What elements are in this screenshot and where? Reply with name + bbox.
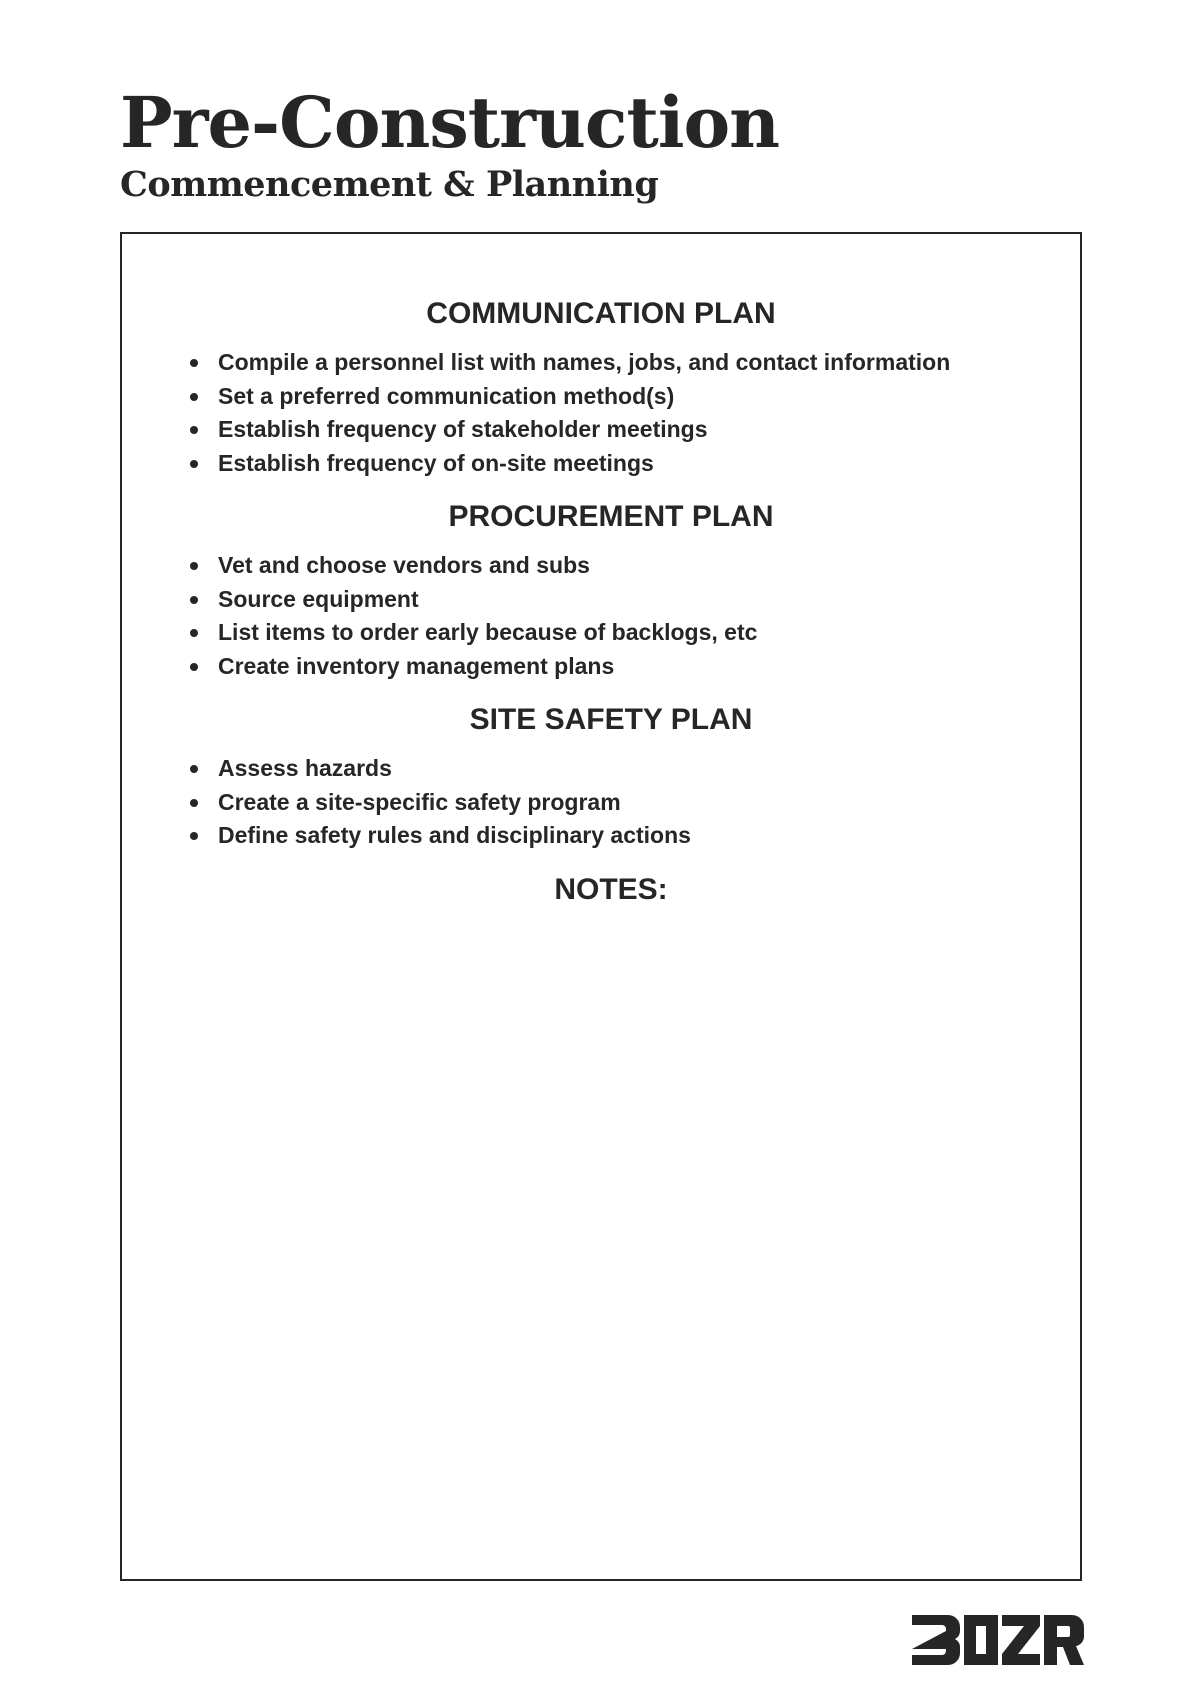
bozr-logo-icon <box>912 1615 1084 1665</box>
list-item-text: Create a site-specific safety program <box>218 788 621 815</box>
bullet-list <box>122 346 1080 480</box>
bullet-icon <box>190 359 198 367</box>
list-item-text: Establish frequency of stakeholder meetings <box>218 416 708 443</box>
site-safety-plan-section <box>122 700 1080 853</box>
bullet-icon <box>190 460 198 468</box>
list-item <box>182 786 1080 820</box>
list-item <box>182 346 1080 380</box>
notes-section <box>122 870 1080 910</box>
list-item-text: List items to order early because of backlogs, etc <box>218 619 758 646</box>
section-heading: PROCUREMENT PLAN <box>448 500 774 533</box>
bullet-icon <box>190 562 198 570</box>
list-item-text: Source equipment <box>218 585 419 612</box>
list-item <box>182 447 1080 481</box>
list-item <box>182 549 1080 583</box>
list-item-text: Create inventory management plans <box>218 652 615 679</box>
bullet-list <box>122 752 1080 853</box>
list-item <box>182 583 1080 617</box>
list-item <box>182 616 1080 650</box>
bullet-icon <box>190 799 198 807</box>
bullet-list <box>122 549 1080 683</box>
bullet-icon <box>190 629 198 637</box>
list-item-text: Define safety rules and disciplinary actions <box>218 822 691 849</box>
list-item-text: Compile a personnel list with names, jobs, and contact information <box>218 349 951 375</box>
list-item-text: Establish frequency of on-site meetings <box>218 449 654 476</box>
list-item <box>182 380 1080 414</box>
list-item <box>182 752 1080 786</box>
bullet-icon <box>190 765 198 773</box>
section-heading: COMMUNICATION PLAN <box>426 297 776 330</box>
communication-plan-section <box>122 294 1080 480</box>
checklist-box <box>120 232 1082 1581</box>
page-title: Pre-Construction <box>120 81 780 164</box>
bullet-icon <box>190 663 198 671</box>
list-item <box>182 819 1080 853</box>
bullet-icon <box>190 426 198 434</box>
bullet-icon <box>190 393 198 401</box>
bullet-icon <box>190 596 198 604</box>
procurement-plan-section <box>122 497 1080 683</box>
notes-heading: NOTES: <box>554 873 668 906</box>
list-item <box>182 413 1080 447</box>
bullet-icon <box>190 832 198 840</box>
section-heading: SITE SAFETY PLAN <box>469 703 753 736</box>
list-item-text: Vet and choose vendors and subs <box>218 552 590 578</box>
list-item <box>182 650 1080 684</box>
list-item-text: Assess hazards <box>218 755 392 781</box>
list-item-text: Set a preferred communication method(s) <box>218 382 675 409</box>
page-subtitle: Commencement & Planning <box>120 164 659 205</box>
